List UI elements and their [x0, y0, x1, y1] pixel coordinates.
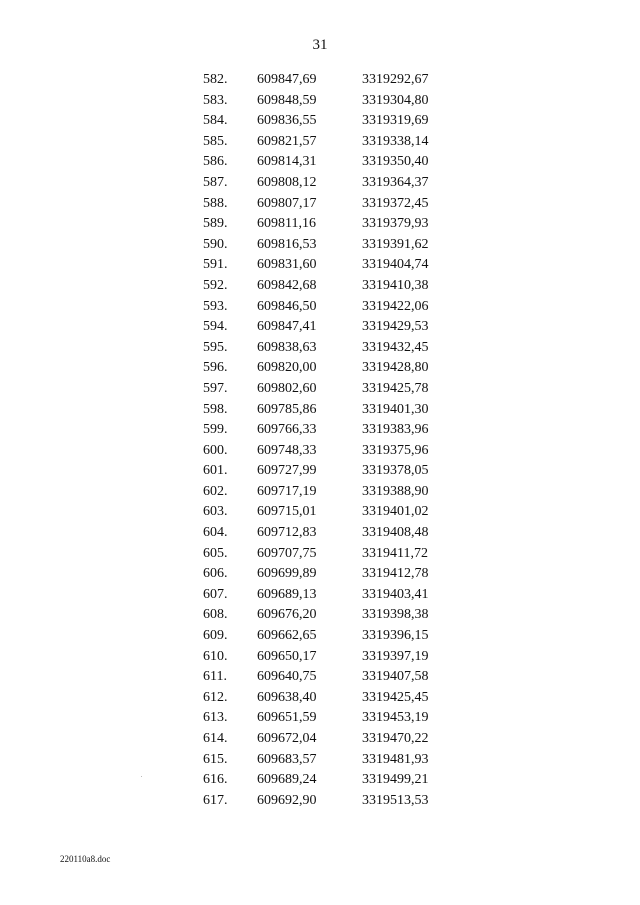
x-coordinate: 609676,20 — [257, 607, 317, 623]
table-row — [0, 317, 640, 338]
x-coordinate: 609838,63 — [257, 339, 317, 355]
table-row — [0, 708, 640, 729]
y-coordinate: 3319428,80 — [362, 360, 429, 376]
y-coordinate: 3319425,45 — [362, 689, 429, 705]
table-row — [0, 791, 640, 812]
y-coordinate: 3319292,67 — [362, 72, 429, 87]
y-coordinate: 3319378,05 — [362, 463, 429, 479]
y-coordinate: 3319338,14 — [362, 133, 429, 149]
x-coordinate: 609842,68 — [257, 277, 317, 293]
point-number: 608. — [203, 607, 228, 623]
point-number: 611. — [203, 669, 227, 685]
y-coordinate: 3319481,93 — [362, 751, 429, 767]
table-row — [0, 770, 640, 791]
y-coordinate: 3319422,06 — [362, 298, 429, 314]
point-number: 613. — [203, 710, 228, 726]
point-number: 602. — [203, 483, 228, 499]
y-coordinate: 3319372,45 — [362, 195, 429, 211]
page-number: 31 — [312, 37, 328, 53]
table-row — [0, 255, 640, 276]
x-coordinate: 609638,40 — [257, 689, 317, 705]
y-coordinate: 3319404,74 — [362, 257, 429, 273]
y-coordinate: 3319319,69 — [362, 113, 429, 129]
x-coordinate: 609699,89 — [257, 566, 317, 582]
table-row — [0, 482, 640, 503]
table-row — [0, 564, 640, 585]
table-row — [0, 420, 640, 441]
table-row — [0, 667, 640, 688]
x-coordinate: 609689,13 — [257, 586, 317, 602]
point-number: 606. — [203, 566, 228, 582]
x-coordinate: 609692,90 — [257, 792, 317, 808]
x-coordinate: 609848,59 — [257, 92, 317, 108]
y-coordinate: 3319304,80 — [362, 92, 429, 108]
y-coordinate: 3319470,22 — [362, 731, 429, 746]
x-coordinate: 609816,53 — [257, 236, 317, 252]
table-row — [0, 605, 640, 626]
x-coordinate: 609847,41 — [257, 319, 317, 335]
x-coordinate: 609847,69 — [257, 72, 317, 87]
y-coordinate: 3319398,38 — [362, 607, 429, 623]
point-number: 607. — [203, 586, 228, 602]
coordinates-table — [0, 70, 640, 811]
x-coordinate: 609707,75 — [257, 545, 317, 561]
point-number: 601. — [203, 463, 228, 479]
table-row — [0, 585, 640, 606]
table-row — [0, 235, 640, 256]
x-coordinate: 609662,65 — [257, 628, 317, 644]
point-number: 604. — [203, 525, 228, 541]
table-row — [0, 338, 640, 359]
x-coordinate: 609712,83 — [257, 525, 317, 541]
y-coordinate: 3319401,30 — [362, 401, 429, 417]
point-number: 614. — [203, 731, 228, 746]
x-coordinate: 609727,99 — [257, 463, 317, 479]
point-number: 609. — [203, 628, 228, 644]
y-coordinate: 3319432,45 — [362, 339, 429, 355]
y-coordinate: 3319403,41 — [362, 586, 429, 602]
point-number: 589. — [203, 216, 228, 232]
table-row — [0, 502, 640, 523]
point-number: 593. — [203, 298, 228, 314]
point-number: 587. — [203, 174, 228, 190]
footer-filename: 220110a8.doc — [60, 854, 111, 864]
point-number: 617. — [203, 792, 228, 808]
x-coordinate: 609821,57 — [257, 133, 317, 149]
table-row — [0, 441, 640, 462]
point-number: 599. — [203, 422, 228, 438]
table-row — [0, 544, 640, 565]
y-coordinate: 3319364,37 — [362, 174, 429, 190]
y-coordinate: 3319391,62 — [362, 236, 429, 252]
table-row — [0, 132, 640, 153]
x-coordinate: 609748,33 — [257, 442, 317, 458]
x-coordinate: 609802,60 — [257, 380, 317, 396]
table-row — [0, 70, 640, 91]
x-coordinate: 609811,16 — [257, 216, 316, 232]
x-coordinate: 609766,33 — [257, 422, 317, 438]
point-number: 592. — [203, 277, 228, 293]
table-row — [0, 379, 640, 400]
y-coordinate: 3319401,02 — [362, 504, 429, 520]
point-number: 605. — [203, 545, 228, 561]
y-coordinate: 3319499,21 — [362, 772, 429, 788]
point-number: 600. — [203, 442, 228, 458]
x-coordinate: 609814,31 — [257, 154, 317, 170]
point-number: 583. — [203, 92, 228, 108]
y-coordinate: 3319408,48 — [362, 525, 429, 541]
table-row — [0, 194, 640, 215]
x-coordinate: 609640,75 — [257, 669, 317, 685]
table-row — [0, 111, 640, 132]
point-number: 615. — [203, 751, 228, 767]
point-number: 597. — [203, 380, 228, 396]
table-row — [0, 647, 640, 668]
point-number: 590. — [203, 236, 228, 252]
x-coordinate: 609672,04 — [257, 731, 317, 746]
x-coordinate: 609650,17 — [257, 648, 317, 664]
scan-speck — [141, 776, 142, 777]
x-coordinate: 609717,19 — [257, 483, 317, 499]
table-row — [0, 297, 640, 318]
x-coordinate: 609715,01 — [257, 504, 317, 520]
table-row — [0, 688, 640, 709]
table-row — [0, 729, 640, 750]
table-row — [0, 214, 640, 235]
point-number: 585. — [203, 133, 228, 149]
y-coordinate: 3319407,58 — [362, 669, 429, 685]
y-coordinate: 3319425,78 — [362, 380, 429, 396]
x-coordinate: 609831,60 — [257, 257, 317, 273]
point-number: 603. — [203, 504, 228, 520]
point-number: 582. — [203, 72, 228, 87]
point-number: 596. — [203, 360, 228, 376]
y-coordinate: 3319396,15 — [362, 628, 429, 644]
x-coordinate: 609846,50 — [257, 298, 317, 314]
y-coordinate: 3319513,53 — [362, 792, 429, 808]
y-coordinate: 3319411,72 — [362, 545, 428, 561]
point-number: 598. — [203, 401, 228, 417]
table-row — [0, 400, 640, 421]
x-coordinate: 609689,24 — [257, 772, 317, 788]
x-coordinate: 609807,17 — [257, 195, 317, 211]
x-coordinate: 609785,86 — [257, 401, 317, 417]
point-number: 616. — [203, 772, 228, 788]
y-coordinate: 3319412,78 — [362, 566, 429, 582]
table-row — [0, 523, 640, 544]
point-number: 595. — [203, 339, 228, 355]
x-coordinate: 609836,55 — [257, 113, 317, 129]
point-number: 586. — [203, 154, 228, 170]
table-row — [0, 91, 640, 112]
y-coordinate: 3319429,53 — [362, 319, 429, 335]
table-row — [0, 358, 640, 379]
x-coordinate: 609808,12 — [257, 174, 317, 190]
point-number: 612. — [203, 689, 228, 705]
y-coordinate: 3319388,90 — [362, 483, 429, 499]
point-number: 584. — [203, 113, 228, 129]
x-coordinate: 609820,00 — [257, 360, 317, 376]
x-coordinate: 609651,59 — [257, 710, 317, 726]
table-row — [0, 626, 640, 647]
table-row — [0, 152, 640, 173]
y-coordinate: 3319383,96 — [362, 422, 429, 438]
y-coordinate: 3319350,40 — [362, 154, 429, 170]
y-coordinate: 3319397,19 — [362, 648, 429, 664]
y-coordinate: 3319410,38 — [362, 277, 429, 293]
y-coordinate: 3319379,93 — [362, 216, 429, 232]
table-row — [0, 461, 640, 482]
y-coordinate: 3319375,96 — [362, 442, 429, 458]
table-row — [0, 276, 640, 297]
point-number: 610. — [203, 648, 228, 664]
table-row — [0, 750, 640, 771]
point-number: 591. — [203, 257, 228, 273]
point-number: 588. — [203, 195, 228, 211]
table-row — [0, 173, 640, 194]
point-number: 594. — [203, 319, 228, 335]
x-coordinate: 609683,57 — [257, 751, 317, 767]
y-coordinate: 3319453,19 — [362, 710, 429, 726]
